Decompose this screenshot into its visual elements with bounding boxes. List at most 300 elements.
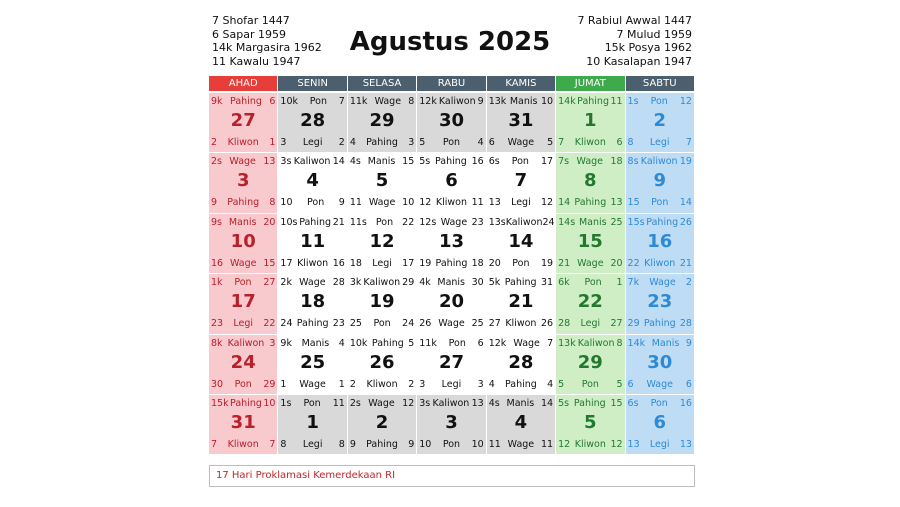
secondary-info (558, 137, 622, 149)
date-number: 9 (653, 170, 666, 192)
sub-date-left: 21 (558, 257, 571, 269)
hijri-info (280, 217, 344, 229)
hijri-day: 3k (349, 277, 362, 289)
sub-date-right: 7 (685, 137, 692, 148)
javanese-day: 14 (541, 397, 554, 409)
hijri-info (558, 277, 622, 289)
javanese-day: 23 (471, 216, 484, 228)
weekday-jumat: JUMAT (556, 76, 625, 91)
hijri-info (280, 398, 344, 410)
sub-date-right: 4 (477, 137, 484, 148)
date-number: 8 (584, 170, 597, 192)
hijri-day: 6s (627, 397, 639, 409)
sub-date-left: 1 (280, 378, 287, 390)
secondary-info (211, 439, 275, 451)
sub-pasaran: Pon (234, 378, 252, 390)
secondary-info (489, 439, 553, 451)
pasaran: Manis (651, 337, 680, 349)
pasaran: Manis (228, 216, 257, 228)
javanese-day: 9 (685, 337, 692, 349)
sub-pasaran: Legi (372, 257, 392, 269)
sub-pasaran: Pon (651, 197, 669, 209)
sub-pasaran: Pahing (296, 318, 329, 330)
day-cell[interactable] (487, 93, 556, 153)
sub-pasaran: Wage (646, 378, 673, 390)
secondary-info (211, 379, 275, 391)
day-cell[interactable] (417, 153, 486, 213)
day-cell[interactable] (209, 335, 278, 395)
hijri-day: 3s (280, 156, 292, 168)
hijri-info (419, 398, 483, 410)
pasaran: Pon (303, 397, 321, 409)
hijri-info (350, 96, 414, 108)
sub-date-right: 24 (402, 318, 415, 330)
day-cell[interactable] (348, 214, 417, 274)
day-cell[interactable] (487, 395, 556, 455)
sub-date-right: 17 (402, 257, 415, 269)
sub-date-right: 11 (471, 197, 484, 209)
hijri-day: 10s (280, 216, 298, 228)
hijri-day: 9k (211, 96, 223, 107)
date-number: 6 (445, 170, 458, 192)
date-number: 28 (508, 351, 534, 373)
hijri-info (558, 217, 622, 229)
sub-date-right: 16 (332, 257, 345, 269)
sub-date-right: 10 (402, 197, 415, 209)
date-number: 3 (445, 411, 458, 433)
hijri-day: 12s (419, 216, 437, 228)
sub-date-left: 19 (419, 257, 432, 269)
hijri-info (628, 217, 692, 229)
day-cell[interactable] (278, 153, 347, 213)
date-number: 2 (653, 110, 666, 131)
hijri-info (280, 156, 344, 168)
date-number: 30 (647, 351, 673, 373)
javanese-day: 2 (685, 277, 692, 289)
sub-date-left: 7 (558, 137, 565, 148)
secondary-info (211, 318, 275, 330)
pasaran: Pon (650, 397, 668, 409)
day-cell[interactable] (209, 153, 278, 213)
sub-pasaran: Legi (511, 197, 531, 209)
hijri-day: 14s (558, 216, 576, 228)
sub-date-left: 12 (558, 438, 571, 450)
pasaran: Pahing (230, 96, 262, 107)
secondary-info (628, 137, 692, 149)
sub-date-left: 13 (627, 438, 640, 450)
sub-pasaran: Pon (442, 438, 461, 450)
date-number: 31 (230, 411, 256, 433)
day-cell[interactable] (626, 93, 695, 153)
date-number: 27 (230, 110, 256, 131)
javanese-day: 13 (263, 156, 276, 168)
hijri-day: 3s (419, 397, 431, 409)
weekday-ahad: AHAD (209, 76, 278, 91)
javanese-day: 14 (332, 156, 345, 168)
sub-pasaran: Legi (441, 378, 462, 390)
sub-pasaran: Pon (512, 257, 530, 269)
day-cell[interactable] (556, 153, 625, 213)
sub-date-left: 10 (419, 438, 432, 450)
sub-date-left: 6 (627, 378, 634, 390)
hijri-day: 10k (349, 337, 368, 349)
sub-date-left: 13 (488, 197, 501, 209)
sub-date-right: 13 (679, 438, 692, 450)
date-number: 4 (306, 170, 319, 192)
sub-date-right: 25 (471, 318, 484, 330)
secondary-info (558, 379, 622, 391)
right-calendar-info (520, 14, 692, 68)
day-cell[interactable] (487, 274, 556, 334)
javanese-day: 8 (616, 337, 623, 349)
sub-date-right: 21 (679, 257, 692, 269)
day-cell[interactable] (626, 214, 695, 274)
hijri-info (489, 217, 553, 229)
secondary-info (211, 197, 275, 209)
hijri-info (419, 156, 483, 168)
sub-date-right: 5 (616, 378, 623, 390)
secondary-info (280, 318, 344, 330)
sub-date-right: 2 (338, 137, 345, 148)
sub-pasaran: Wage (438, 318, 465, 330)
hijri-info (211, 156, 275, 168)
secondary-info (280, 197, 344, 209)
right-info-line: 10 Kasalapan 1947 (586, 54, 692, 68)
pasaran: Manis (509, 96, 538, 107)
javanese-day: 12 (402, 397, 415, 409)
sub-date-right: 27 (610, 318, 623, 330)
secondary-info (280, 137, 344, 149)
pasaran: Wage (374, 96, 402, 107)
sub-pasaran: Kliwon (227, 137, 259, 148)
day-cell[interactable] (417, 93, 486, 153)
day-cell[interactable] (278, 93, 347, 153)
right-info-line: 7 Mulud 1959 (616, 27, 692, 41)
day-cell[interactable] (417, 395, 486, 455)
day-cell[interactable] (556, 93, 625, 153)
hijri-day: 11s (349, 216, 367, 228)
javanese-day: 31 (541, 277, 554, 289)
hijri-day: 6s (488, 156, 500, 168)
secondary-info (558, 197, 622, 209)
sub-pasaran: Kliwon (227, 438, 259, 450)
left-info-line: 14k Margasira 1962 (212, 41, 322, 54)
date-number: 5 (375, 170, 389, 192)
sub-date-right: 1 (269, 137, 276, 148)
hijri-day: 13s (488, 216, 506, 228)
day-cell[interactable] (348, 395, 417, 455)
sub-pasaran: Pon (307, 197, 325, 209)
date-number: 15 (577, 230, 603, 252)
javanese-day: 6 (269, 96, 276, 107)
javanese-day: 20 (263, 216, 276, 228)
date-number: 31 (508, 110, 534, 131)
date-number: 16 (647, 230, 673, 252)
hijri-day: 11k (419, 337, 437, 349)
sub-pasaran: Pahing (574, 197, 607, 209)
pasaran: Wage (299, 277, 326, 289)
secondary-info (489, 197, 553, 209)
sub-pasaran: Wage (507, 137, 535, 148)
day-cell[interactable] (626, 274, 695, 334)
secondary-info (628, 318, 692, 330)
javanese-day: 12 (679, 96, 692, 107)
pasaran: Pahing (230, 397, 262, 409)
day-cell[interactable] (417, 335, 486, 395)
javanese-day: 9 (477, 96, 484, 107)
sub-date-right: 5 (547, 137, 554, 148)
sub-pasaran: Kliwon (505, 318, 537, 330)
hijri-info (350, 156, 414, 168)
secondary-info (628, 197, 692, 209)
sub-date-left: 8 (280, 438, 287, 450)
sub-date-left: 23 (211, 318, 224, 330)
sub-date-right: 12 (541, 197, 554, 209)
day-cell[interactable] (278, 335, 347, 395)
sub-date-left: 25 (349, 318, 362, 330)
javanese-day: 29 (402, 277, 415, 289)
sub-pasaran: Pon (581, 378, 599, 390)
javanese-day: 30 (471, 277, 484, 289)
sub-date-left: 11 (488, 438, 501, 450)
pasaran: Manis (301, 337, 330, 349)
secondary-info (558, 439, 622, 451)
date-number: 29 (577, 351, 603, 373)
hijri-day: 2k (280, 277, 292, 289)
secondary-info (350, 318, 414, 330)
sub-date-right: 2 (408, 378, 415, 390)
date-number: 18 (300, 291, 326, 313)
sub-pasaran: Pahing (643, 318, 676, 330)
secondary-info (489, 318, 553, 330)
sub-pasaran: Wage (507, 438, 535, 450)
day-cell[interactable] (626, 153, 695, 213)
hijri-info (489, 96, 553, 108)
secondary-info (350, 379, 414, 391)
javanese-day: 4 (338, 337, 345, 349)
date-number: 29 (369, 110, 395, 131)
pasaran: Pahing (371, 337, 404, 349)
hijri-day: 13k (558, 337, 576, 349)
holiday-note: 17 Hari Proklamasi Kemerdekaan RI (209, 465, 695, 487)
hijri-day: 2s (211, 156, 222, 168)
weekday-senin: SENIN (278, 76, 347, 91)
day-cell[interactable] (348, 274, 417, 334)
pasaran: Wage (229, 156, 256, 168)
hijri-day: 14k (627, 337, 646, 349)
pasaran: Kaliwon (432, 397, 470, 409)
javanese-day: 18 (610, 156, 623, 168)
sub-date-left: 18 (349, 257, 362, 269)
hijri-day: 5s (419, 156, 431, 168)
date-number: 1 (584, 110, 597, 131)
javanese-day: 7 (547, 337, 554, 349)
day-cell[interactable] (278, 395, 347, 455)
sub-pasaran: Legi (649, 438, 670, 450)
day-cell[interactable] (348, 335, 417, 395)
hijri-info (558, 156, 622, 168)
hijri-day: 7k (627, 277, 640, 289)
day-cell[interactable] (487, 214, 556, 274)
hijri-day: 1s (280, 397, 292, 409)
sub-date-right: 12 (610, 438, 623, 450)
hijri-day: 7s (558, 156, 570, 168)
sub-date-right: 9 (408, 438, 415, 450)
day-cell[interactable] (348, 93, 417, 153)
day-cell[interactable] (556, 274, 625, 334)
javanese-day: 16 (471, 156, 484, 168)
pasaran: Pahing (646, 216, 679, 228)
sub-date-left: 3 (419, 378, 426, 390)
sub-date-right: 20 (610, 257, 623, 269)
sub-date-right: 6 (685, 378, 692, 390)
date-number: 7 (514, 170, 528, 192)
pasaran: Pon (309, 96, 328, 107)
hijri-info (280, 277, 344, 289)
javanese-day: 22 (402, 216, 415, 228)
day-cell[interactable] (348, 153, 417, 213)
date-number: 25 (300, 351, 326, 373)
day-cell[interactable] (556, 335, 625, 395)
sub-pasaran: Kliwon (644, 257, 676, 269)
sub-pasaran: Kliwon (435, 197, 468, 209)
sub-date-left: 6 (488, 137, 495, 148)
date-number: 6 (653, 411, 666, 433)
day-cell[interactable] (487, 335, 556, 395)
hijri-info (280, 96, 344, 108)
day-cell[interactable] (209, 214, 278, 274)
javanese-day: 11 (332, 397, 345, 409)
sub-date-right: 10 (471, 438, 484, 450)
javanese-day: 19 (679, 156, 692, 168)
hijri-day: 15s (627, 216, 645, 228)
weekday-rabu: RABU (417, 76, 486, 91)
hijri-day: 5k (488, 277, 501, 289)
secondary-info (280, 439, 344, 451)
hijri-info (489, 338, 553, 350)
date-number: 11 (300, 230, 326, 252)
pasaran: Kaliwon (438, 96, 476, 107)
pasaran: Pon (511, 156, 529, 168)
pasaran: Pon (375, 216, 394, 228)
pasaran: Kaliwon (505, 216, 543, 228)
javanese-day: 25 (610, 216, 623, 228)
day-cell[interactable] (209, 395, 278, 455)
sub-date-left: 16 (211, 257, 224, 269)
hijri-info (211, 96, 275, 108)
pasaran: Pahing (577, 96, 609, 107)
hijri-info (628, 338, 692, 350)
javanese-day: 7 (338, 96, 345, 107)
sub-date-right: 22 (263, 318, 276, 330)
pasaran: Pon (650, 96, 668, 107)
day-cell[interactable] (487, 153, 556, 213)
pasaran: Manis (367, 156, 396, 168)
sub-date-left: 8 (627, 137, 634, 148)
secondary-info (350, 439, 414, 451)
sub-date-right: 8 (269, 197, 276, 209)
javanese-day: 16 (679, 397, 692, 409)
secondary-info (211, 137, 275, 149)
date-number: 3 (236, 170, 250, 192)
sub-pasaran: Legi (233, 318, 254, 330)
hijri-info (350, 277, 414, 289)
secondary-info (350, 197, 414, 209)
sub-date-left: 5 (419, 137, 426, 148)
sub-date-left: 9 (349, 438, 356, 450)
day-cell[interactable] (556, 214, 625, 274)
sub-date-right: 6 (616, 137, 623, 148)
secondary-info (211, 258, 275, 270)
date-number: 14 (508, 230, 534, 252)
sub-date-left: 14 (558, 197, 571, 209)
pasaran: Kaliwon (363, 277, 401, 289)
hijri-info (628, 156, 692, 168)
hijri-info (350, 217, 414, 229)
sub-pasaran: Kliwon (297, 257, 329, 269)
day-cell[interactable] (626, 335, 695, 395)
day-cell[interactable] (209, 274, 278, 334)
sub-date-left: 4 (488, 378, 495, 390)
javanese-day: 13 (471, 397, 484, 409)
date-number: 22 (577, 291, 603, 313)
pasaran: Pon (584, 277, 602, 289)
sub-pasaran: Pon (442, 137, 461, 148)
sub-date-right: 15 (263, 257, 276, 269)
secondary-info (280, 379, 344, 391)
day-cell[interactable] (417, 214, 486, 274)
sub-date-right: 3 (477, 378, 484, 390)
pasaran: Pon (448, 337, 466, 349)
date-number: 30 (438, 110, 464, 131)
calendar (209, 76, 695, 455)
javanese-day: 27 (263, 277, 276, 289)
hijri-info (350, 338, 414, 350)
day-cell[interactable] (278, 214, 347, 274)
javanese-day: 15 (402, 156, 415, 168)
sub-date-left: 11 (349, 197, 362, 209)
day-cell[interactable] (626, 395, 695, 455)
hijri-info (628, 96, 692, 108)
date-number: 4 (514, 411, 528, 433)
hijri-day: 4s (488, 397, 500, 409)
hijri-day: 6k (558, 277, 570, 289)
day-cell[interactable] (556, 395, 625, 455)
sub-pasaran: Wage (577, 257, 604, 269)
pasaran: Manis (578, 216, 607, 228)
secondary-info (419, 439, 483, 451)
pasaran: Pahing (573, 397, 606, 409)
hijri-info (280, 338, 344, 350)
date-number: 10 (230, 230, 256, 252)
sub-date-right: 8 (338, 438, 345, 450)
date-number: 5 (584, 411, 597, 433)
hijri-day: 8k (211, 337, 223, 349)
day-cell[interactable] (417, 274, 486, 334)
sub-pasaran: Legi (302, 438, 323, 450)
day-cell[interactable] (278, 274, 347, 334)
sub-date-right: 11 (541, 438, 554, 450)
sub-date-right: 28 (679, 318, 692, 330)
sub-date-left: 27 (488, 318, 501, 330)
javanese-day: 15 (610, 397, 623, 409)
hijri-info (558, 96, 622, 108)
sub-pasaran: Legi (580, 318, 601, 330)
day-cell[interactable] (209, 93, 278, 153)
secondary-info (628, 379, 692, 391)
date-number: 21 (508, 291, 534, 313)
left-info-line: 6 Sapar 1959 (212, 27, 286, 41)
